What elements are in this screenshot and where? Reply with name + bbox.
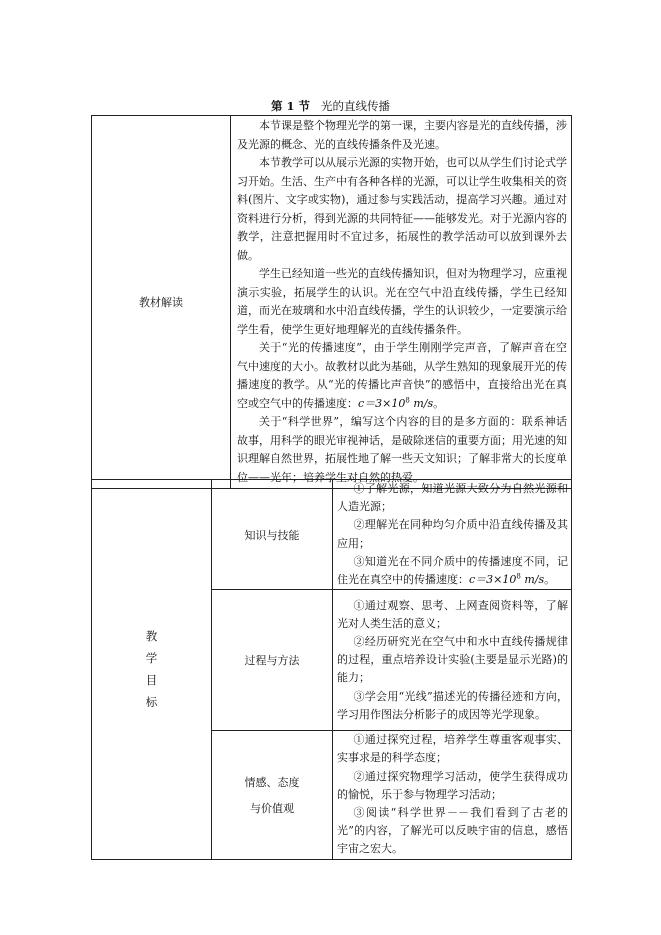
goal-item: ①通过探究过程，培养学生尊重客观事实、实事求是的科学态度； (337, 733, 568, 765)
section-number: 第 1 节 (271, 99, 311, 113)
teaching-goals-label-char: 学 (145, 651, 158, 666)
goal-category-attitude-line: 与价值观 (250, 801, 294, 815)
teaching-goals-label (92, 480, 212, 860)
analysis-paragraph-text: 关于“光的传播速度”，由于学生刚刚学完声音，了解声音在空气中速度的大小。故教材以此为基础，从学生熟知的现象展开光的传播速度的教学。从“光的传播比声音快”的感悟中，直接给出光在真空或空气中的传播速度： (237, 341, 567, 410)
goal-item: ①了解光源，知道光源大致分为自然光源和人造光源； (337, 482, 568, 514)
goal-item: ②通过探究物理学习活动，使学生获得成功的愉悦，乐于参与物理学习活动； (337, 769, 568, 801)
speed-formula-prefix: c＝3×10 (358, 396, 406, 410)
teaching-goals-table (91, 479, 572, 860)
textbook-analysis-table (91, 115, 572, 489)
goal-formula-unit: m/s (520, 573, 545, 587)
analysis-paragraph: 本节课是整个物理光学的第一课，主要内容是光的直线传播，涉及光源的概念、光的直线传播条件及光速。 (237, 119, 567, 151)
goal-category-knowledge: 知识与技能 (212, 480, 333, 590)
analysis-paragraph: 本节教学可以从展示光源的实物开始，也可以从学生们讨论式学习开始。生活、生产中有各种各样的光源，可以让学生收集相关的资料(图片、文字或实物)，通过参与实践活动，提高学习兴趣。通过对资料进行分析，得到光源的共同特征——能够发光。对于光源内容的教学，注意把握用时不宜过多，拓展性的教学活动可以放到课外去做。 (237, 156, 567, 262)
goal-category-attitude-line: 情感、态度 (244, 775, 300, 789)
speed-formula-unit: m/s (409, 396, 434, 410)
teaching-goals-label-char: 标 (145, 695, 158, 710)
analysis-paragraph: 学生已经知道一些光的直线传播知识，但对为物理学习，应重视演示实验，拓展学生的认识。光在空气中沿直线传播，学生已经知道，而光在玻璃和水中沿直线传播，学生的认识较少，一定要演示给学生看，使学生更好地理解光的直线传播条件。 (237, 267, 567, 336)
goal-category-process: 过程与方法 (212, 590, 333, 731)
goal-item: ②理解光在同种均匀介质中沿直线传播及其应用； (337, 518, 568, 550)
goal-item: ①通过观察、思考、上网查阅资料等，了解光对人类生活的意义； (337, 598, 568, 630)
analysis-paragraph (237, 339, 567, 413)
goal-items-knowledge (333, 480, 572, 590)
goal-item: ③学会用“光线”描述光的传播径迹和方向，学习用作图法分析影子的成因等光学现象。 (337, 689, 568, 721)
goal-item: ②经历研究光在空气中和水中直线传播规律的过程，重点培养设计实验(主要是显示光路)的能力； (337, 634, 568, 685)
goal-items-attitude (333, 731, 572, 859)
goal-formula-prefix: c＝3×10 (469, 573, 517, 587)
goal-item-text: ③知道光在不同介质中的传播速度不同，记住光在真空中的传播速度： (337, 554, 568, 587)
goal-item (337, 553, 568, 589)
section-name: 光的直线传播 (320, 99, 390, 113)
speed-formula-suffix: 。 (433, 396, 445, 410)
textbook-analysis-body (231, 116, 572, 489)
goal-items-process (333, 590, 572, 731)
speed-formula-exponent: 8 (405, 395, 410, 404)
analysis-paragraph: 关于“科学世界”，编写这个内容的目的是多方面的：联系神话故事，用科学的眼光审视神话，是破除迷信的重要方面；用光速的知识理解自然世界，拓展性地了解一些天文知识；了解非常大的长度单位——光年；培养学生对自然的热爱。 (237, 415, 567, 484)
goal-category-attitude (212, 731, 333, 859)
page-title (0, 99, 661, 113)
goal-formula-exponent: 8 (516, 572, 521, 581)
teaching-goals-label-char: 目 (145, 673, 158, 688)
goal-item: ③阅读“科学世界－－我们看到了古老的光”的内容，了解光可以反映宇宙的信息，感悟宇宙之宏大。 (337, 806, 568, 856)
textbook-analysis-label: 教材解读 (92, 116, 231, 489)
goal-formula-suffix: 。 (544, 573, 556, 587)
teaching-goals-label-char: 教 (145, 629, 158, 644)
